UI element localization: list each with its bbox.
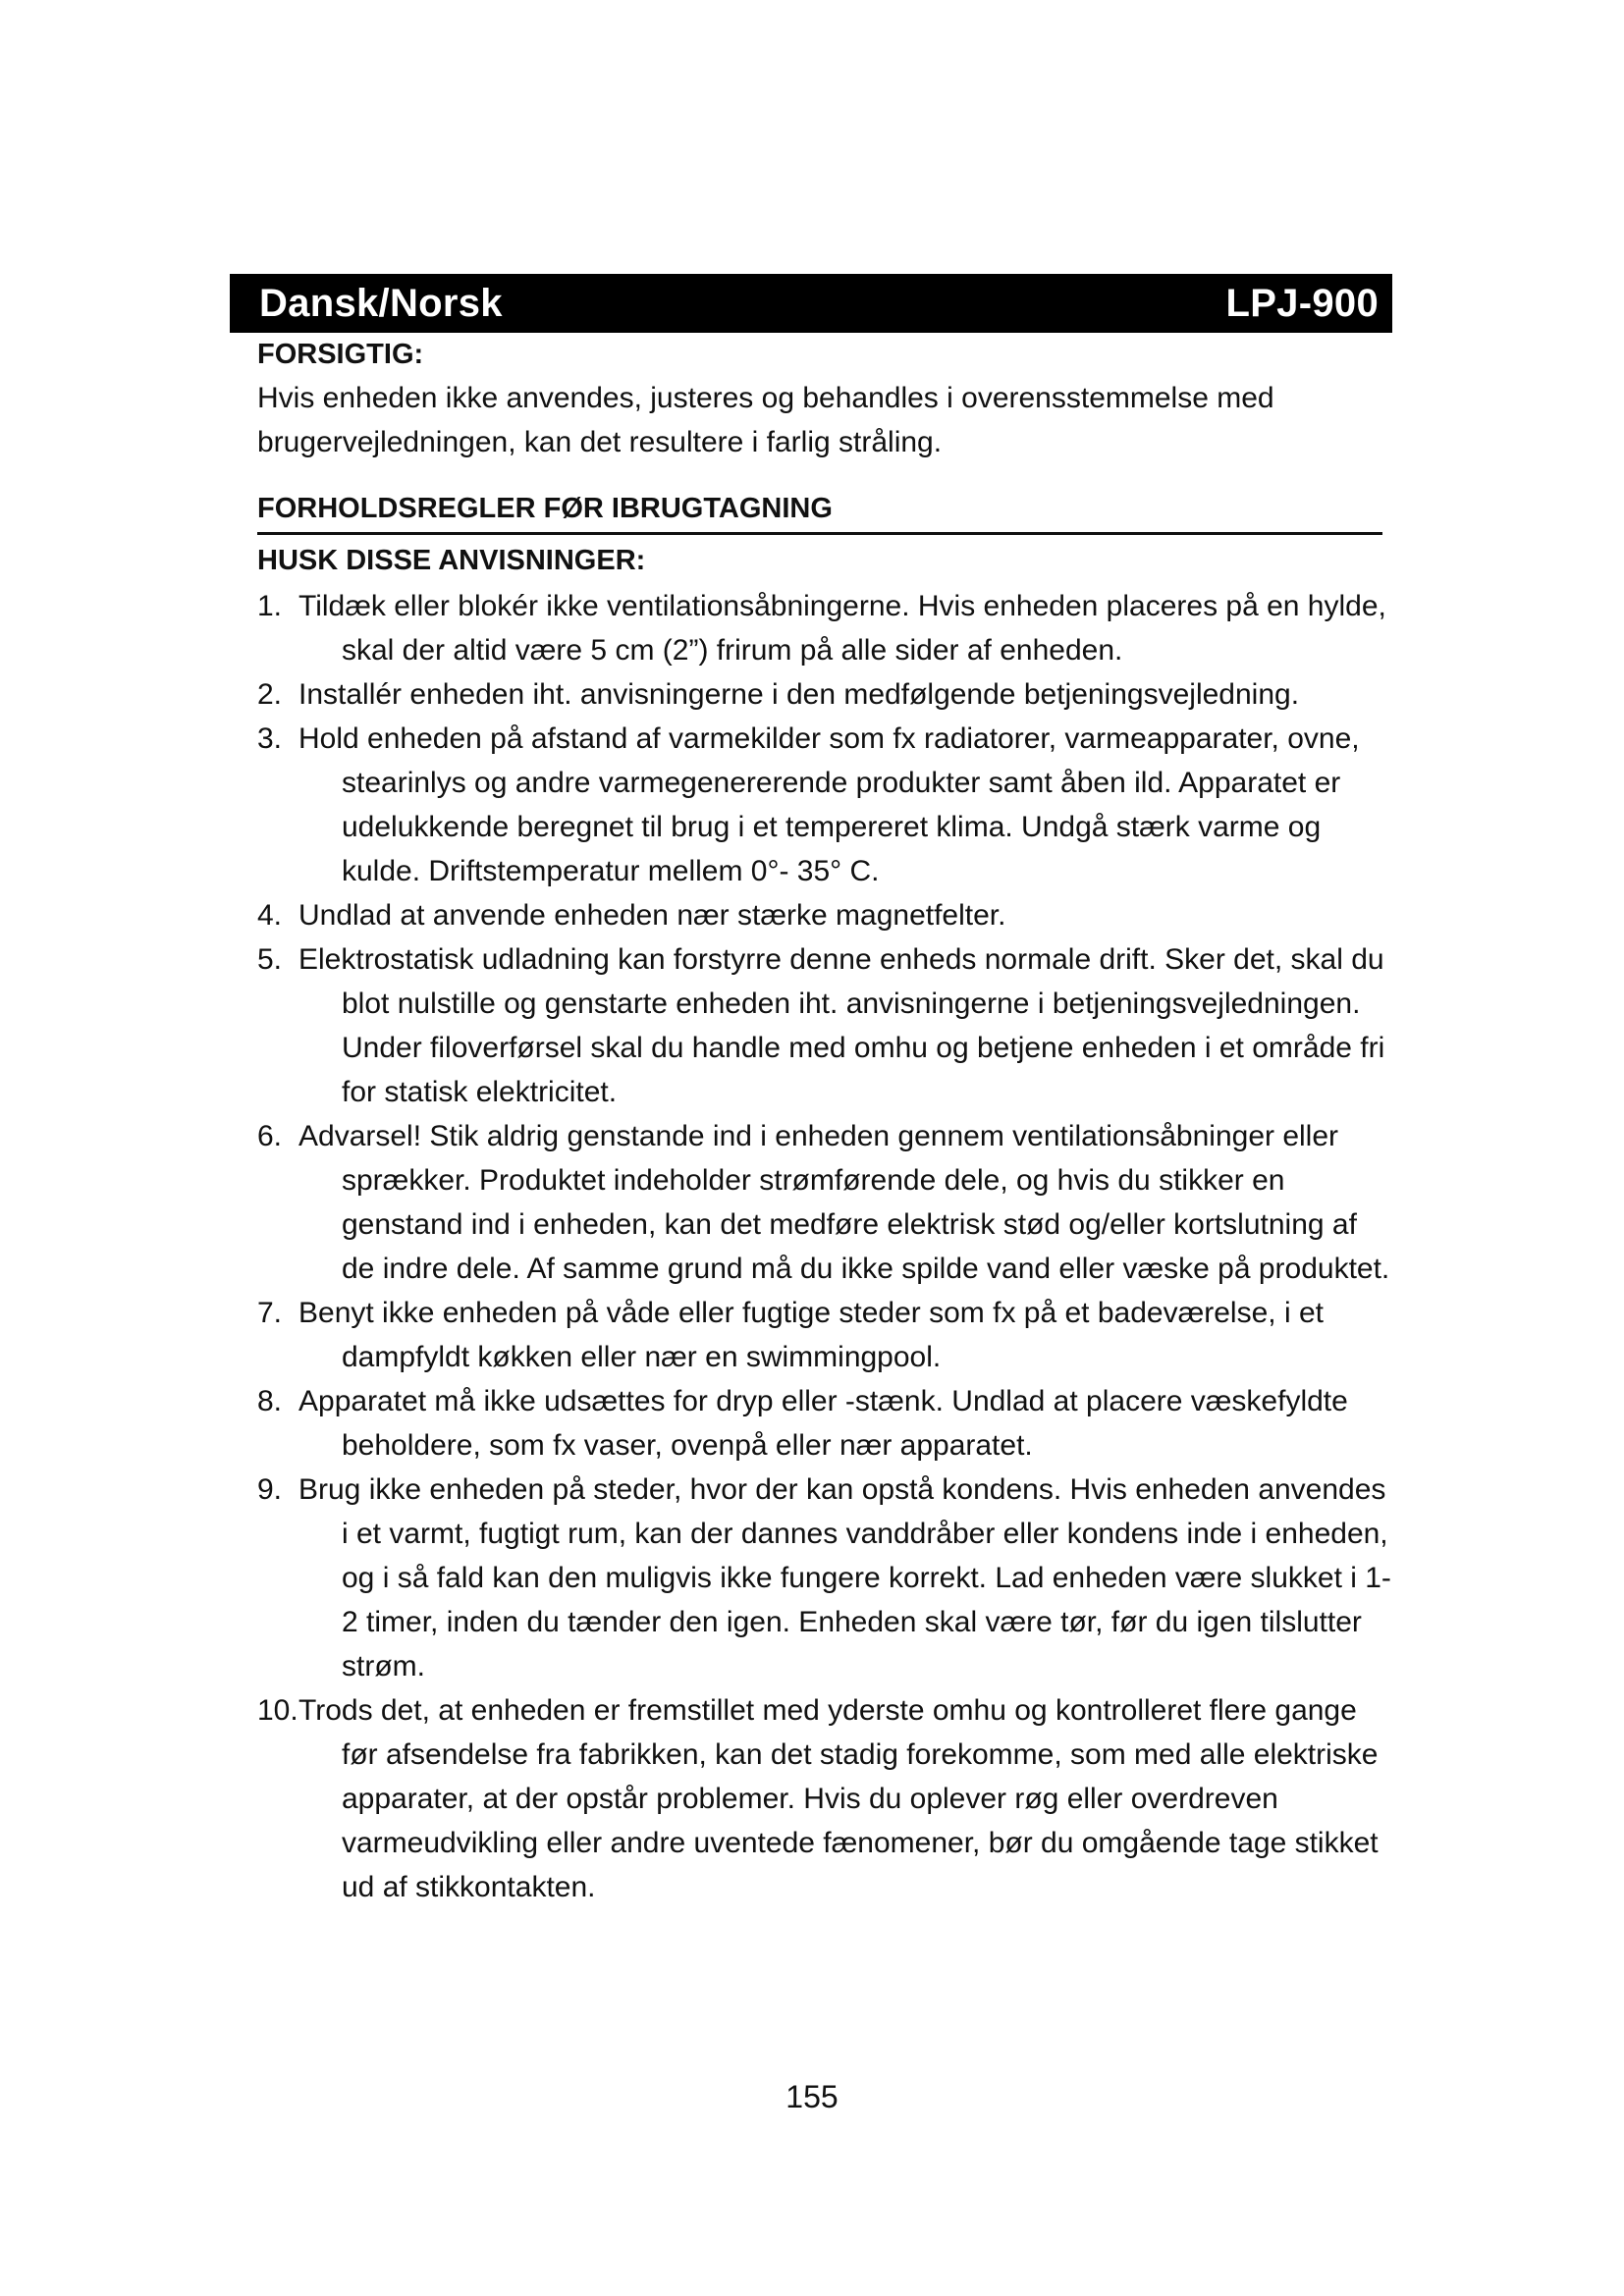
list-item: [257, 1291, 1392, 1379]
item-number: 8.: [257, 1385, 283, 1417]
list-item: [257, 1379, 1392, 1468]
list-item: [257, 1468, 1392, 1688]
precautions-subtitle: HUSK DISSE ANVISNINGER:: [257, 545, 646, 576]
language-label: Dansk/Norsk: [259, 281, 503, 325]
item-text: Elektrostatisk udladning kan forstyrre denne enheds normale drift. Sker det, skal du blot nulstille og genstarte enheden iht. anvisningerne i betjeningsvejledningen. Under filoverførsel skal du handle med omhu og betjene enheden i et område fri for statisk elektricitet.: [298, 943, 1385, 1108]
list-item: [257, 1688, 1392, 1909]
item-text: Benyt ikke enheden på våde eller fugtige steder som fx på et badeværelse, i et dampfyldt køkken eller nær en swimmingpool.: [298, 1297, 1324, 1373]
item-text: Brug ikke enheden på steder, hvor der kan opstå kondens. Hvis enheden anvendes i et varmt, fugtigt rum, kan der dannes vanddråber eller kondens inde i enheden, og i så fald kan den muligvis ikke fungere korrekt. Lad enheden være slukket i 1-2 timer, inden du tænder den igen. Enheden skal være tør, før du igen tilslutter strøm.: [298, 1473, 1391, 1682]
item-number: 9.: [257, 1473, 283, 1506]
item-number: 2.: [257, 678, 283, 711]
item-number: 1.: [257, 590, 283, 622]
item-number: 4.: [257, 899, 283, 932]
item-number: 7.: [257, 1297, 283, 1329]
caution-title: FORSIGTIG:: [257, 339, 424, 370]
page-content: [257, 335, 1392, 1909]
item-text: Tildæk eller blokér ikke ventilationsåbningerne. Hvis enheden placeres på en hylde, skal der altid være 5 cm (2”) frirum på alle sider af enheden.: [298, 590, 1386, 667]
list-item: [257, 584, 1392, 672]
item-number: 5.: [257, 943, 283, 976]
item-number: 10.: [257, 1694, 298, 1727]
list-item: [257, 937, 1392, 1114]
section-header-bar: [230, 274, 1392, 333]
item-number: 6.: [257, 1120, 283, 1152]
page-number: 155: [785, 2079, 839, 2114]
list-item: [257, 893, 1392, 937]
item-text: Undlad at anvende enheden nær stærke magnetfelter.: [298, 899, 1006, 932]
list-item: [257, 672, 1392, 717]
item-text: Apparatet må ikke udsættes for dryp eller -stænk. Undlad at placere væskefyldte beholdere, som fx vaser, ovenpå eller nær apparatet.: [298, 1385, 1348, 1462]
precautions-title: FORHOLDSREGLER FØR IBRUGTAGNING: [257, 489, 1382, 535]
model-label: LPJ-900: [1225, 281, 1379, 325]
item-number: 3.: [257, 722, 283, 755]
list-item: [257, 1114, 1392, 1291]
list-item: [257, 717, 1392, 893]
item-text: Hold enheden på afstand af varmekilder som fx radiatorer, varmeapparater, ovne, stearinlys og andre varmegenererende produkter samt åben ild. Apparatet er udelukkende beregnet til brug i et tempereret klima. Undgå stærk varme og kulde. Driftstemperatur mellem 0°- 35° C.: [298, 722, 1360, 887]
item-text: Trods det, at enheden er fremstillet med yderste omhu og kontrolleret flere gange før afsendelse fra fabrikken, kan det stadig forekomme, som med alle elektriske apparater, at der opstår problemer. Hvis du oplever røg eller overdreven varmeudvikling eller andre uventede fænomener, bør du omgående tage stikket ud af stikkontakten.: [298, 1694, 1379, 1903]
item-text: Advarsel! Stik aldrig genstande ind i enheden gennem ventilationsåbninger eller sprækker. Produktet indeholder strømførende dele, og hvis du stikker en genstand ind i enheden, kan det medføre elektrisk stød og/eller kortslutning af de indre dele. Af samme grund må du ikke spilde vand eller væske på produktet.: [298, 1120, 1390, 1285]
precautions-list: [257, 584, 1392, 1909]
item-text: Installér enheden iht. anvisningerne i den medfølgende betjeningsvejledning.: [298, 678, 1300, 711]
caution-text: Hvis enheden ikke anvendes, justeres og behandles i overensstemmelse med brugervejledningen, kan det resultere i farlig stråling.: [257, 382, 1274, 458]
